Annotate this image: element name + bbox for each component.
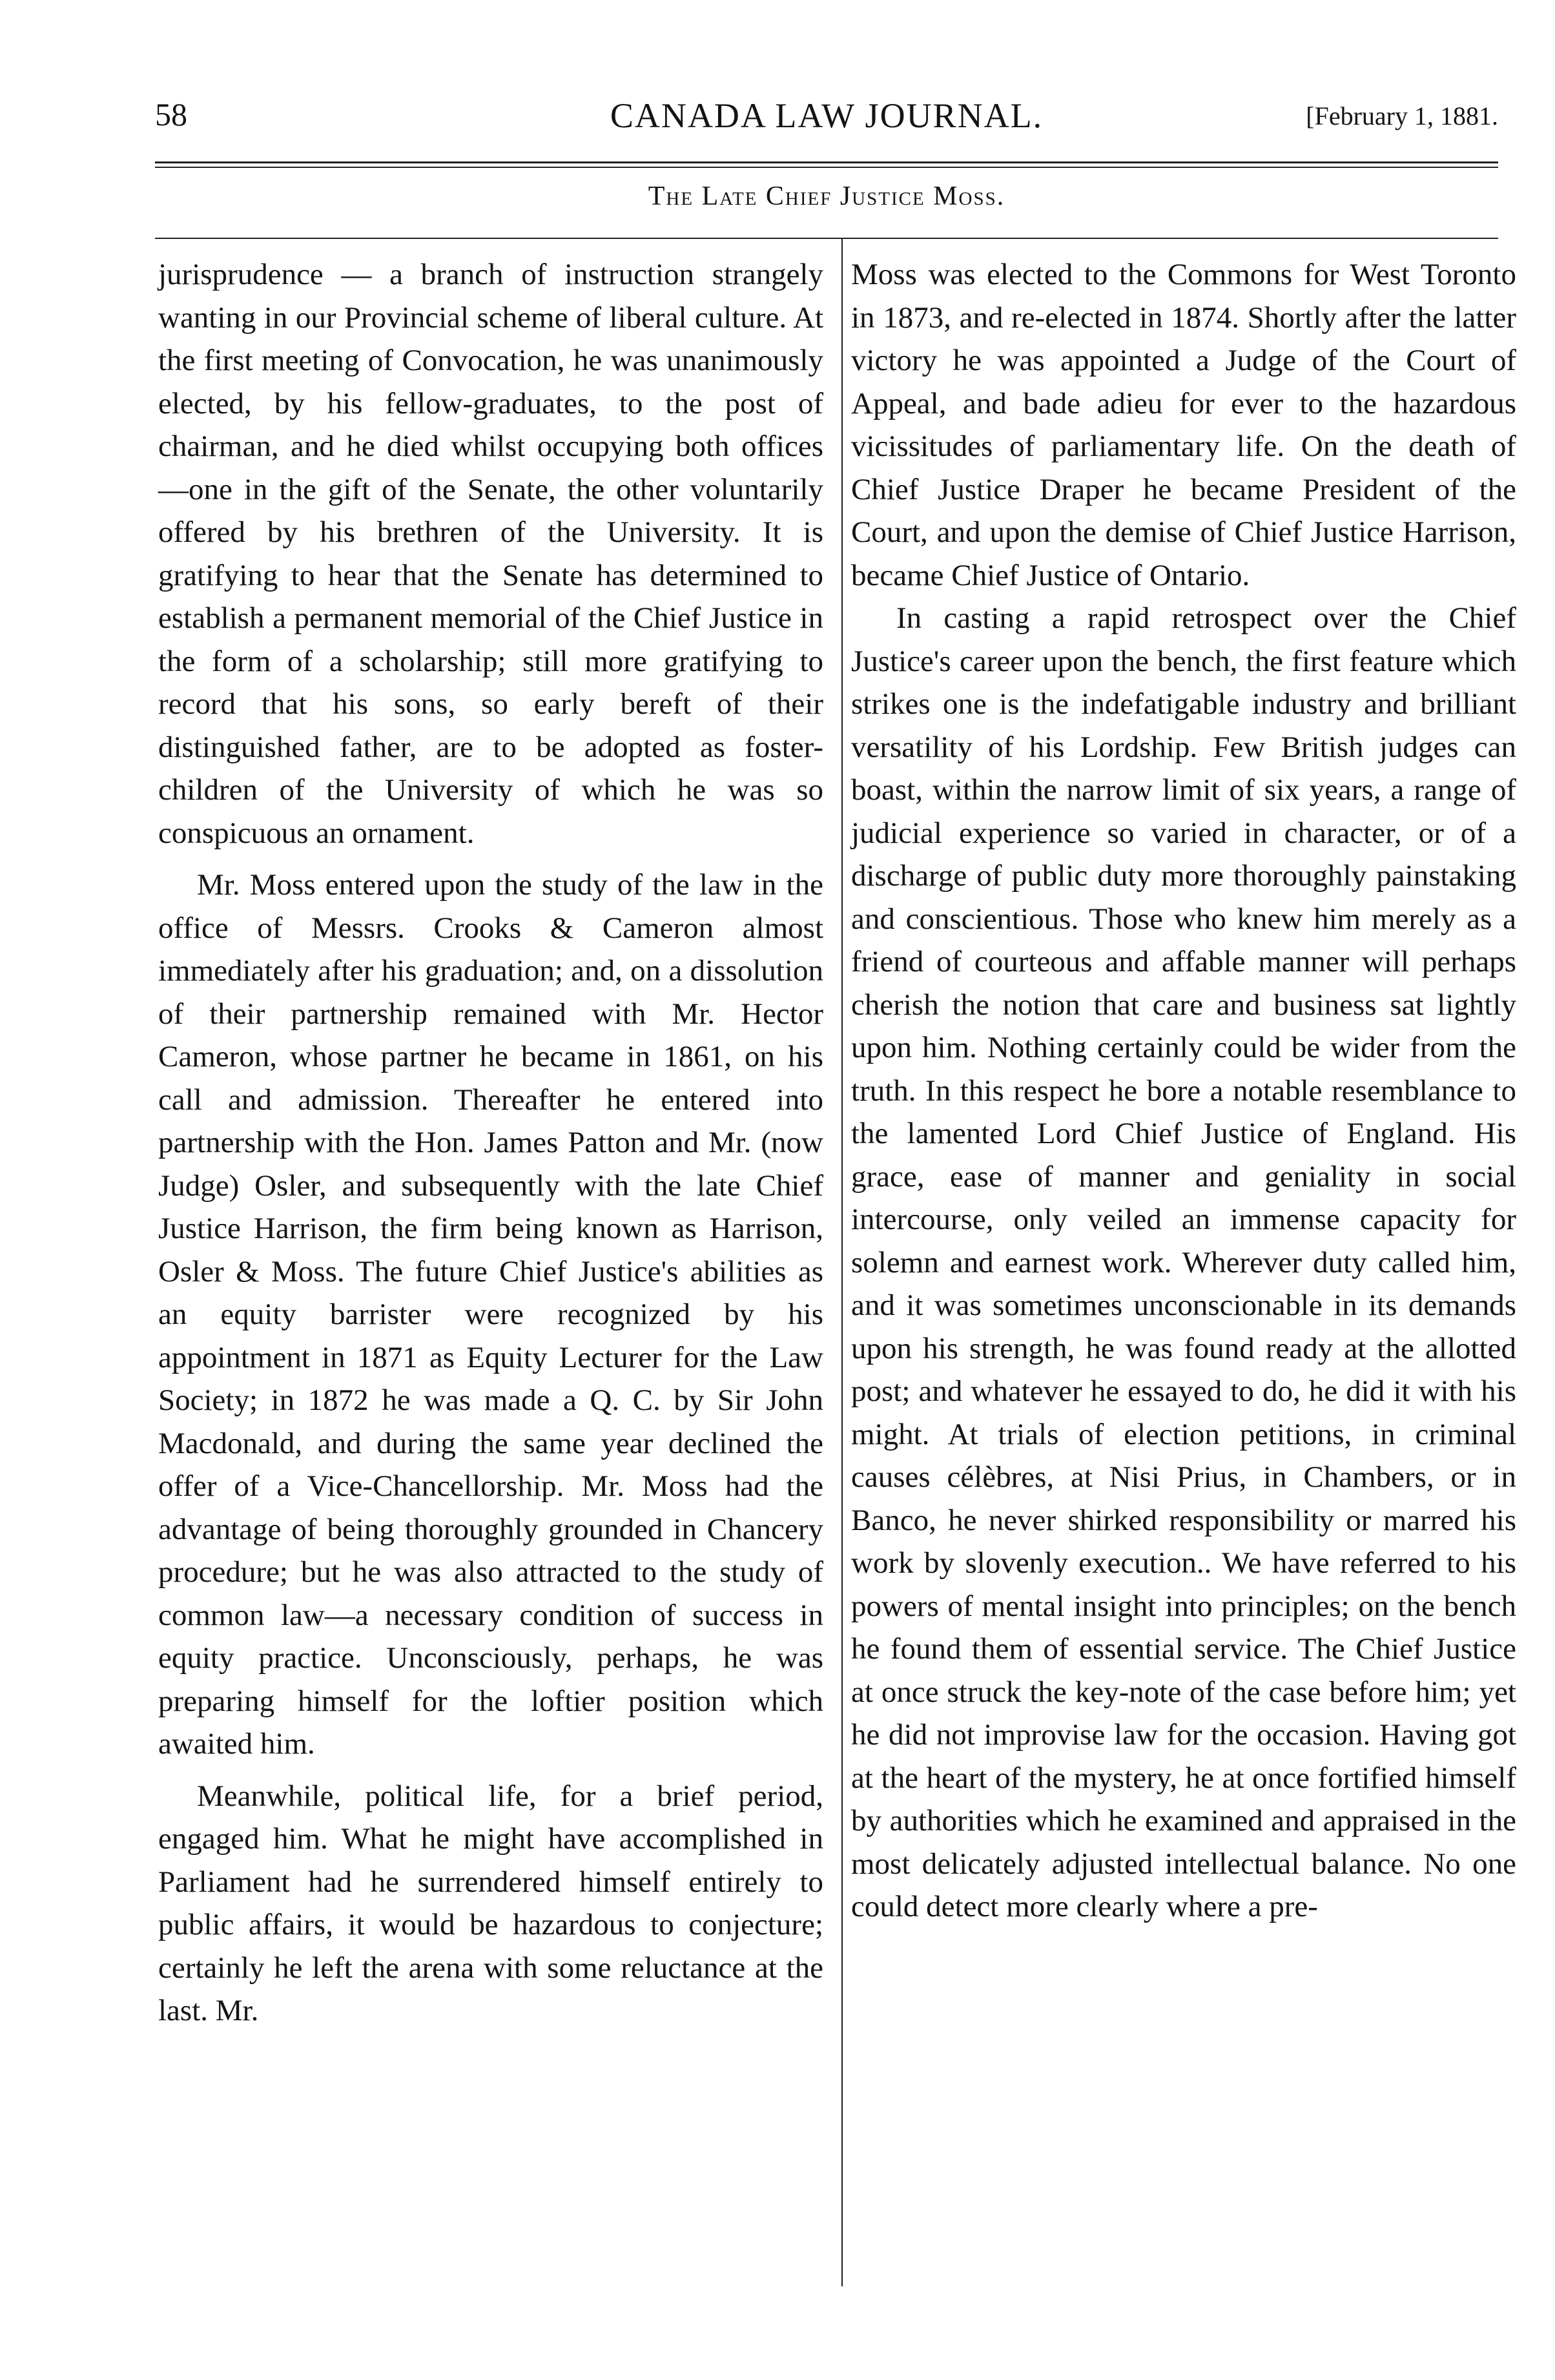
right-column xyxy=(851,253,1516,1929)
header-rule-top xyxy=(155,161,1498,163)
right-paragraph-1: Moss was elected to the Commons for West Toronto in 1873, and re-elected in 1874. Shortly after the latter victory he was appointed a Judge of the Court of Appeal, and bade adieu for ever to the hazardous vicissitudes of parliamentary life. On the death of Chief Justice Draper he became President of the Court, and upon the demise of Chief Justice Harrison, became Chief Justice of Ontario. xyxy=(851,258,1516,592)
left-paragraph-2: Mr. Moss entered upon the study of the law in the office of Messrs. Crooks & Cameron almost immediately after his graduation; and, on a dissolution of their partnership remained with Mr. Hector Cameron, whose partner he became in 1861, on his call and admission. Thereafter he entered into partnership with the Hon. James Patton and Mr. (now Judge) Osler, and subsequently with the late Chief Justice Harrison, the firm being known as Harrison, Osler & Moss. The future Chief Justice's abilities as an equity barrister were recognized by his appointment in 1871 as Equity Lecturer for the Law Society; in 1872 he was made a Q. C. by Sir John Macdonald, and during the same year declined the offer of a Vice-Chancellorship. Mr. Moss had the advantage of being thoroughly grounded in Chancery procedure; but he was also attracted to the study of common law—a necessary condition of success in equity practice. Unconsciously, perhaps, he was preparing himself for the loftier position which awaited him. xyxy=(158,868,823,1761)
column-divider xyxy=(841,239,843,2286)
journal-title: CANADA LAW JOURNAL. xyxy=(610,96,1044,135)
running-head: The Late Chief Justice Moss. xyxy=(648,181,1005,211)
left-paragraph-3: Meanwhile, political life, for a brief period, engaged him. What he might have accomplished in Parliament had he surrendered himself entirely to public affairs, it would be hazardous to conjecture; certainly he left the arena with some reluctance at the last. Mr. xyxy=(158,1779,823,2027)
issue-date: [February 1, 1881. xyxy=(1306,101,1498,130)
right-paragraph-2: In casting a rapid retrospect over the Chief Justice's career upon the bench, the first feature which strikes one is the indefatigable industry and brilliant versatility of his Lordship. Few British judges can boast, within the narrow limit of six years, a range of judicial experience so varied in character, or of a discharge of public duty more thoroughly painstaking and conscientious. Those who knew him merely as a friend of courteous and affable manner will perhaps cherish the notion that care and business sat lightly upon him. Nothing certainly could be wider from the truth. In this respect he bore a notable resemblance to the lamented Lord Chief Justice of England. His grace, ease of manner and geniality in social intercourse, only veiled an immense capacity for solemn and earnest work. Wherever duty called him, and it was sometimes unconscionable in its demands upon his strength, he was found ready at the allotted post; and whatever he essayed to do, he did it with his might. At trials of election petitions, in criminal causes célèbres, at Nisi Prius, in Chambers, or in Banco, he never shirked responsibility or marred his work by slovenly execution.. We have referred to his powers of mental insight into principles; on the bench he found them of essential service. The Chief Justice at once struck the key-note of the case before him; yet he did not improvise law for the occasion. Having got at the heart of the mystery, he at once fortified himself by authorities which he examined and appraised in the most delicately adjusted intellectual balance. No one could detect more clearly where a pre- xyxy=(851,601,1516,1923)
running-head-rule xyxy=(155,238,1498,239)
left-column xyxy=(158,253,823,2033)
left-paragraph-1: jurisprudence — a branch of instruction strangely wanting in our Provincial scheme of liberal culture. At the first meeting of Convocation, he was unanimously elected, by his fellow-graduates, to the post of chairman, and he died whilst occupying both offices—one in the gift of the Senate, the other voluntarily offered by his brethren of the University. It is gratifying to hear that the Senate has determined to establish a permanent memorial of the Chief Justice in the form of a scholarship; still more gratifying to record that his sons, so early bereft of their distinguished father, are to be adopted as foster-children of the University of which he was so conspicuous an ornament. xyxy=(158,258,823,850)
header-rule-bottom xyxy=(155,167,1498,168)
page-header xyxy=(155,96,1498,147)
page-number: 58 xyxy=(155,96,187,132)
